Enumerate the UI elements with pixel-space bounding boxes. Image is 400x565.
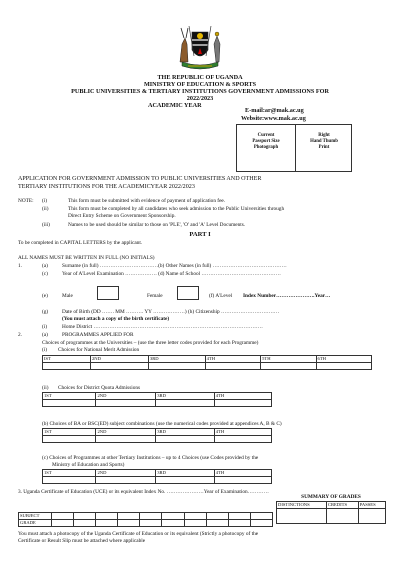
quota-cell[interactable] [43, 400, 96, 407]
part-heading: PART I [189, 231, 211, 238]
grade-cell[interactable] [250, 520, 272, 527]
quota-col: 1ST [43, 393, 96, 400]
summary-col: DISTINCTIONS [277, 502, 327, 509]
tert-cell[interactable] [214, 477, 271, 484]
item-num: (i) [42, 324, 47, 330]
comb-col: 3RD [156, 429, 215, 436]
merit-cell[interactable] [205, 363, 260, 370]
tert-cell[interactable] [156, 477, 215, 484]
note-iii: Names to be used should be similar to those on 'PLE', 'O' and 'A' Level Documents. [68, 222, 246, 228]
republic-heading: THE REPUBLIC OF UGANDA [157, 74, 243, 81]
item-num: (a) [42, 263, 48, 269]
birth-certificate-note: (You must attach a copy of the birth certificate) [62, 316, 170, 322]
grade-cell[interactable] [162, 513, 184, 520]
note-i: This form must be submitted with evidence of payment of application fee. [68, 198, 226, 204]
summary-grades-title: SUMMARY OF GRADES [301, 494, 361, 500]
coat-of-arms-emblem [174, 22, 226, 72]
quota-col: 3RD [156, 393, 215, 400]
comb-cell[interactable] [214, 436, 271, 443]
merit-col: IST [43, 356, 91, 363]
merit-col: 4TH [205, 356, 260, 363]
subject-combinations-heading: (b) Choices of BA or BSC(ED) subject combinations (use the numerical codes provided at appendices A, B & C) [42, 421, 282, 427]
item-num: (a) [42, 332, 48, 338]
surname-field[interactable]: Surname (in full) ……………………………(b) Other Names (in full) …………………………………… [62, 263, 287, 269]
female-checkbox[interactable] [177, 286, 199, 300]
tert-col: 3RD [156, 470, 215, 477]
admissions-heading: PUBLIC UNIVERSITIES & TERTIARY INSTITUTIONS GOVERNMENT ADMISSIONS FOR [71, 88, 329, 95]
uce-index-field[interactable]: 3. Uganda Certificate of Education (UCE) or its equivalent Index No. …………………Year of Examination………… [18, 489, 269, 495]
item-num: (i) [42, 347, 47, 353]
merit-col: 6TH [316, 356, 371, 363]
tert-col: 4TH [214, 470, 271, 477]
combinations-table [42, 428, 272, 443]
item-num: (ii) [42, 385, 49, 391]
grade-cell[interactable] [184, 520, 206, 527]
grade-cell[interactable] [228, 513, 250, 520]
subject-row-label: SUBJECT [19, 513, 52, 520]
programmes-desc: Choices of programmes at the Universities – (use the three letter codes provided for each Programme) [42, 340, 259, 346]
merit-cell[interactable] [148, 363, 205, 370]
tert-col: 2ND [96, 470, 156, 477]
note-ii: This form must be completed by all candidates who seek admission to the Public Universities through [68, 206, 285, 212]
district-quota-table [42, 392, 272, 407]
quota-cell[interactable] [214, 400, 271, 407]
comb-col: 4TH [214, 429, 271, 436]
note-label: NOTE: [18, 198, 34, 204]
summary-col: CREDITS [326, 502, 358, 509]
comb-cell[interactable] [156, 436, 215, 443]
grade-cell[interactable] [140, 513, 162, 520]
email-text: E-mail:ar@mak.ac.ug [245, 107, 304, 114]
grade-cell[interactable] [184, 513, 206, 520]
photo-box[interactable]: Current Passport Size Photograph [252, 133, 280, 150]
summary-col: PASSES [358, 502, 385, 509]
uce-attachment-note-cont: Certificate or Result Slip must be attached where applicable [18, 538, 146, 544]
male-checkbox[interactable] [97, 286, 119, 300]
form-title: APPLICATION FOR GOVERNMENT ADMISSION TO PUBLIC UNIVERSITIES AND OTHER TERTIARY INSTITUTIONS FOR THE ACADEMICYEAR 2022/2023 [18, 176, 262, 190]
section-number: 2. [18, 332, 22, 338]
ministry-heading: MINISTRY OF EDUCATION & SPORTS [143, 81, 257, 88]
grade-cell[interactable] [52, 520, 74, 527]
item-num: (c) [42, 271, 48, 277]
tertiary-heading-cont: Ministry of Education and Sports) [52, 462, 125, 468]
summary-grades-table [276, 501, 386, 524]
grade-cell[interactable] [250, 513, 272, 520]
tertiary-heading: (c) Choices of Programmes at other Tertiary Institutions – up to 4 Choices (use Codes provided by the [42, 455, 259, 461]
tert-col: 1ST [43, 470, 96, 477]
quota-col: 2ND [96, 393, 156, 400]
note-num: (ii) [42, 206, 49, 212]
comb-col: 1ST [43, 429, 96, 436]
grade-cell[interactable] [118, 520, 140, 527]
note-num: (iii) [42, 222, 50, 228]
uce-grades-table [18, 512, 273, 527]
grade-cell[interactable] [96, 520, 118, 527]
merit-cell[interactable] [91, 363, 149, 370]
grade-cell[interactable] [206, 513, 228, 520]
dob-citizenship-field[interactable]: Date of Birth (DD ……. MM ………. YY ………………) (h) Citizenship …………………………… [62, 309, 280, 315]
note-num: (i) [42, 198, 47, 204]
programmes-heading: PROGRAMMES APPLIED FOR [62, 332, 134, 338]
item-num: (g) [42, 309, 49, 315]
quota-cell[interactable] [96, 400, 156, 407]
merit-heading: Choices for National Merit Admission [58, 347, 140, 353]
summary-cell[interactable] [358, 509, 385, 524]
merit-cell[interactable] [316, 363, 371, 370]
comb-cell[interactable] [43, 436, 96, 443]
grade-cell[interactable] [118, 513, 140, 520]
item-num: (e) [42, 293, 48, 299]
tertiary-table [42, 469, 272, 484]
tert-cell[interactable] [43, 477, 96, 484]
thumb-print-box[interactable]: Right Hand Thumb Print [310, 133, 338, 150]
comb-cell[interactable] [96, 436, 156, 443]
capital-letters-instruction: To be completed in CAPITAL LETTERS by the applicant. [18, 240, 143, 246]
merit-choices-table [42, 355, 372, 370]
section-number: 1. [18, 263, 22, 269]
names-note: ALL NAMES MUST BE WRITTEN IN FULL (NO INITIALS) [18, 255, 155, 261]
grade-cell[interactable] [206, 520, 228, 527]
tert-cell[interactable] [96, 477, 156, 484]
comb-col: 2ND [96, 429, 156, 436]
male-label: Male [62, 293, 73, 299]
grade-cell[interactable] [52, 513, 74, 520]
grade-cell[interactable] [74, 520, 96, 527]
grade-cell[interactable] [140, 520, 162, 527]
index-number-field[interactable]: Index Number………………….Year… [243, 293, 331, 299]
merit-col: 5TH [261, 356, 316, 363]
alevel-label: (f) A'Level [209, 293, 233, 299]
quota-col: 4TH [214, 393, 271, 400]
merit-col: 2ND [91, 356, 149, 363]
quota-cell[interactable] [156, 400, 215, 407]
academic-year-label: ACADEMIC YEAR [148, 102, 202, 109]
uce-attachment-note: You must attach a photocopy of the Uganda Certificate of Education or its equivalent (Strictly a photocopy of the [18, 531, 259, 537]
merit-col: 3RD [148, 356, 205, 363]
summary-cell[interactable] [326, 509, 358, 524]
admissions-year: 2022/2023 [186, 95, 214, 102]
grade-row-label: GRADE [19, 520, 52, 527]
merit-cell[interactable] [261, 363, 316, 370]
photo-thumb-frame [236, 124, 352, 172]
note-ii-cont: Direct Entry Scheme on Government Sponsorship. [68, 213, 176, 219]
summary-cell[interactable] [277, 509, 327, 524]
grade-cell[interactable] [74, 513, 96, 520]
alevel-year-field[interactable]: Year of A'Level Examination ……………… (d) Name of School ……………………………………… [62, 271, 281, 277]
female-label: Female [147, 293, 163, 299]
grade-cell[interactable] [162, 520, 184, 527]
website-text: Website:www.mak.ac.ug [241, 115, 306, 122]
merit-cell[interactable] [43, 363, 91, 370]
grade-cell[interactable] [96, 513, 118, 520]
home-district-field[interactable]: Home District …………………………………………………………………………………… [62, 324, 263, 330]
district-quota-heading: Choices for District Quota Admissions [58, 385, 141, 391]
grade-cell[interactable] [228, 520, 250, 527]
